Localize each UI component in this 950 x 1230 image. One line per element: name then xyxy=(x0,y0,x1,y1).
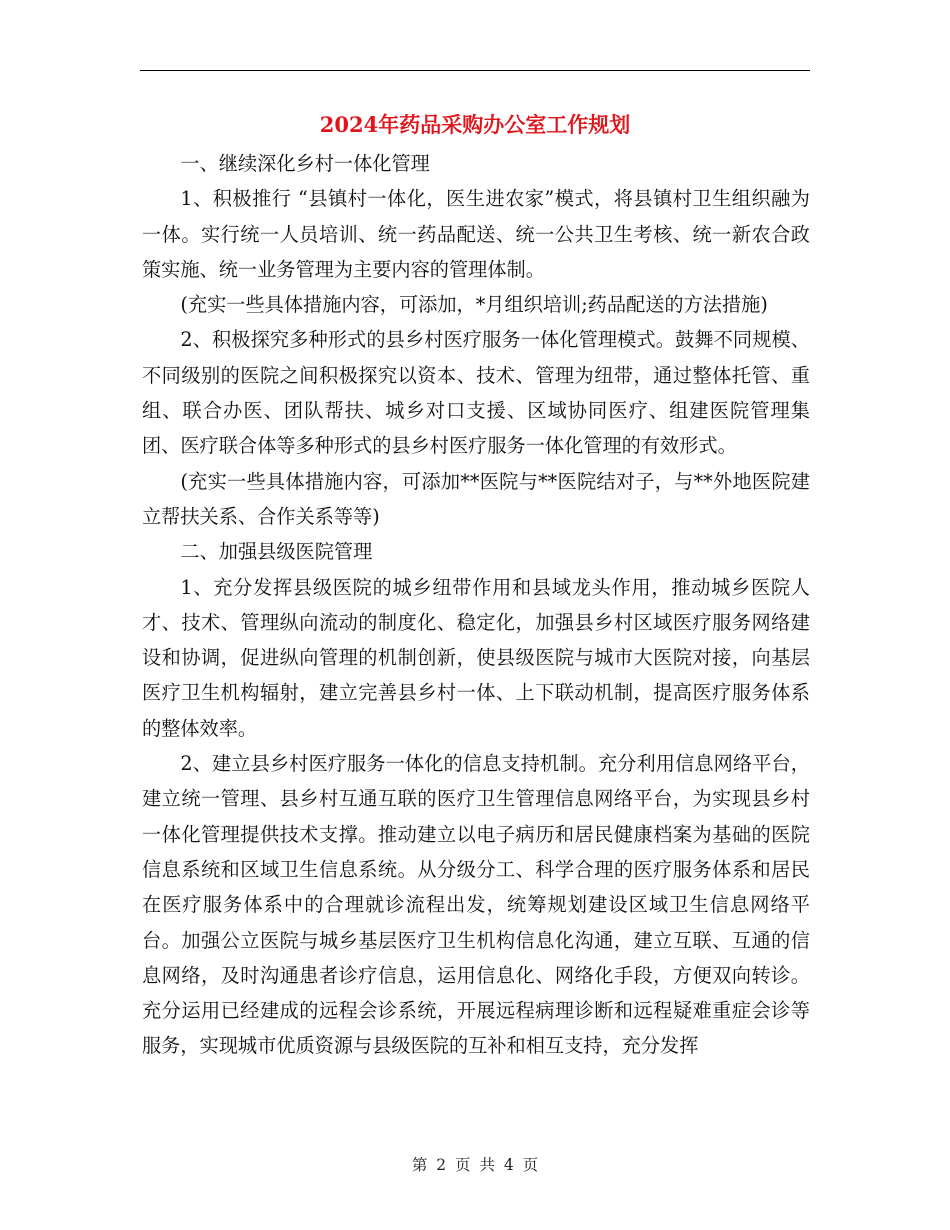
note-paragraph: (充实一些具体措施内容，可添加**医院与**医院结对子，与**外地医院建立帮扶关系、合作关系等等) xyxy=(142,469,810,528)
paragraph: 1、充分发挥县级医院的城乡纽带作用和县域龙头作用，推动城乡医院人才、技术、管理纵向流动的制度化、稳定化，加强县乡村区域医疗服务网络建设和协调，促进纵向管理的机制创新，使县级医院与城市大医院对接，向基层医疗卫生机构辐射，建立完善县乡村一体、上下联动机制，提高医疗服务体系的整体效率。 xyxy=(142,575,810,740)
document-body xyxy=(142,146,810,1064)
page-number: 第 2 页 共 4 页 xyxy=(411,1156,539,1174)
note-paragraph: (充实一些具体措施内容，可添加，*月组织培训;药品配送的方法措施) xyxy=(180,293,768,317)
header-rule xyxy=(140,70,810,71)
section-heading-1: 一、继续深化乡村一体化管理 xyxy=(180,152,430,175)
paragraph: 2、建立县乡村医疗服务一体化的信息支持机制。充分利用信息网络平台，建立统一管理、县乡村互通互联的医疗卫生管理信息网络平台，为实现县乡村一体化管理提供技术支撑。推动建立以电子病历和居民健康档案为基础的医院信息系统和区域卫生信息系统。从分级分工、科学合理的医疗服务体系和居民在医疗服务体系中的合理就诊流程出发，统筹规划建设区域卫生信息网络平台。加强公立医院与城乡基层医疗卫生机构信息化沟通，建立互联、互通的信息网络，及时沟通患者诊疗信息，运用信息化、网络化手段，方便双向转诊。充分运用已经建成的远程会诊系统，开展远程病理诊断和远程疑难重症会诊等服务，实现城市优质资源与县级医院的互补和相互支持，充分发挥 xyxy=(142,752,810,1058)
paragraph: 1、积极推行 “县镇村一体化，医生进农家”模式，将县镇村卫生组织融为一体。实行统一人员培训、统一药品配送、统一公共卫生考核、统一新农合政策实施、统一业务管理为主要内容的管理体制。 xyxy=(142,187,810,281)
section-heading-2: 二、加强县级医院管理 xyxy=(180,540,373,564)
document-title: 2024年药品采购办公室工作规划 xyxy=(319,112,631,137)
paragraph: 2、积极探究多种形式的县乡村医疗服务一体化管理模式。鼓舞不同规模、不同级别的医院之间积极探究以资本、技术、管理为纽带，通过整体托管、重组、联合办医、团队帮扶、城乡对口支援、区域协同医疗、组建医院管理集团、医疗联合体等多种形式的县乡村医疗服务一体化管理的有效形式。 xyxy=(142,328,810,458)
